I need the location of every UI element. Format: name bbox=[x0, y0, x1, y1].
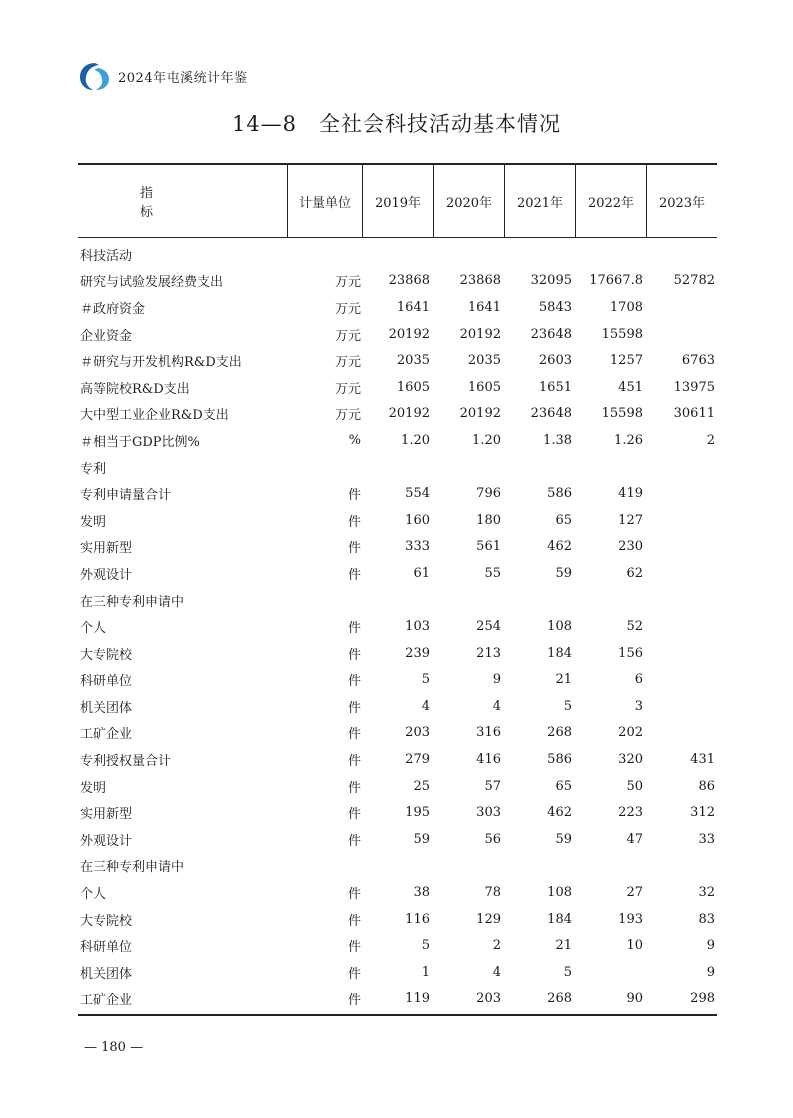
row-value: 268 bbox=[547, 991, 572, 1007]
header-year: 2021年 bbox=[505, 165, 576, 237]
row-value: 203 bbox=[476, 991, 501, 1007]
running-header bbox=[78, 60, 248, 92]
row-value: 61 bbox=[413, 565, 430, 581]
row-indicator: 个人 bbox=[80, 887, 107, 903]
row-value: 50 bbox=[626, 778, 643, 794]
row-indicator: 机关团体 bbox=[80, 700, 133, 716]
row-value: 1641 bbox=[396, 299, 430, 315]
row-value: 554 bbox=[405, 486, 430, 502]
row-value: 108 bbox=[547, 619, 572, 635]
row-unit: 件 bbox=[347, 807, 361, 823]
row-value: 15598 bbox=[601, 326, 643, 342]
row-value: 52 bbox=[626, 619, 643, 635]
row-value: 119 bbox=[405, 991, 430, 1007]
row-value: 160 bbox=[405, 512, 430, 528]
row-indicator: 企业资金 bbox=[80, 328, 133, 344]
row-value: 268 bbox=[547, 725, 572, 741]
row-value: 202 bbox=[618, 725, 643, 741]
row-indicator: 科研单位 bbox=[80, 940, 133, 956]
table-row bbox=[78, 986, 717, 1013]
table-title: 全社会科技活动基本情况 bbox=[319, 112, 562, 136]
row-value: 2603 bbox=[538, 353, 572, 369]
row-unit: 件 bbox=[347, 966, 361, 982]
row-value: 239 bbox=[405, 645, 430, 661]
row-value: 23648 bbox=[530, 406, 572, 422]
table-row bbox=[78, 534, 717, 561]
row-value: 33 bbox=[698, 831, 715, 847]
row-value: 5 bbox=[421, 672, 430, 688]
row-indicator: 大专院校 bbox=[80, 913, 133, 929]
row-indicator: 在三种专利申请中 bbox=[80, 860, 185, 876]
row-value: 1651 bbox=[538, 379, 572, 395]
row-value: 4 bbox=[492, 964, 501, 980]
row-indicator: 实用新型 bbox=[80, 541, 133, 557]
row-unit: 件 bbox=[347, 700, 361, 716]
row-value: 47 bbox=[626, 831, 643, 847]
row-value: 2 bbox=[706, 432, 715, 448]
row-value: 5843 bbox=[538, 299, 572, 315]
row-value: 38 bbox=[413, 885, 430, 901]
row-indicator: 发明 bbox=[80, 780, 107, 796]
row-value: 15598 bbox=[601, 406, 643, 422]
row-value: 3 bbox=[634, 698, 643, 714]
table-number: 14—8 bbox=[231, 112, 298, 136]
row-value: 1.20 bbox=[401, 432, 430, 448]
row-value: 20192 bbox=[388, 406, 430, 422]
table-body bbox=[78, 238, 717, 1016]
row-unit: 万元 bbox=[334, 355, 361, 371]
row-value: 20192 bbox=[459, 326, 501, 342]
row-value: 55 bbox=[484, 565, 501, 581]
row-indicator: 大专院校 bbox=[80, 647, 133, 663]
row-value: 586 bbox=[547, 752, 572, 768]
row-value: 1.26 bbox=[614, 432, 643, 448]
yearbook-logo-icon bbox=[78, 60, 112, 92]
row-value: 462 bbox=[547, 539, 572, 555]
row-value: 1 bbox=[421, 964, 430, 980]
row-value: 32 bbox=[698, 885, 715, 901]
table-row bbox=[78, 454, 717, 481]
row-indicator: ＃政府资金 bbox=[80, 301, 146, 317]
row-unit: 件 bbox=[347, 621, 361, 637]
row-value: 462 bbox=[547, 805, 572, 821]
row-value: 1641 bbox=[467, 299, 501, 315]
table-row bbox=[78, 932, 717, 959]
statistics-table bbox=[78, 163, 717, 1016]
row-value: 1605 bbox=[396, 379, 430, 395]
row-value: 62 bbox=[626, 565, 643, 581]
header-year: 2020年 bbox=[434, 165, 505, 237]
row-value: 57 bbox=[484, 778, 501, 794]
table-row bbox=[78, 401, 717, 428]
row-value: 254 bbox=[476, 619, 501, 635]
table-row bbox=[78, 374, 717, 401]
row-indicator: 外观设计 bbox=[80, 567, 133, 583]
table-row bbox=[78, 826, 717, 853]
table-row bbox=[78, 507, 717, 534]
row-value: 298 bbox=[690, 991, 715, 1007]
row-value: 2035 bbox=[467, 353, 501, 369]
table-row bbox=[78, 480, 717, 507]
row-value: 184 bbox=[547, 911, 572, 927]
row-value: 419 bbox=[618, 486, 643, 502]
row-value: 23868 bbox=[388, 273, 430, 289]
row-unit: 万元 bbox=[334, 408, 361, 424]
table-row bbox=[78, 427, 717, 454]
row-unit: 件 bbox=[347, 567, 361, 583]
table-row bbox=[78, 746, 717, 773]
row-value: 65 bbox=[555, 512, 572, 528]
row-value: 65 bbox=[555, 778, 572, 794]
row-value: 1708 bbox=[609, 299, 643, 315]
row-value: 52782 bbox=[673, 273, 715, 289]
row-value: 279 bbox=[405, 752, 430, 768]
table-row bbox=[78, 879, 717, 906]
row-value: 5 bbox=[563, 964, 572, 980]
row-value: 213 bbox=[476, 645, 501, 661]
table-row bbox=[78, 294, 717, 321]
row-indicator: 高等院校R&D支出 bbox=[80, 381, 190, 397]
header-year: 2023年 bbox=[658, 195, 706, 211]
header-year: 2019年 bbox=[363, 165, 434, 237]
row-value: 184 bbox=[547, 645, 572, 661]
row-value: 20192 bbox=[459, 406, 501, 422]
row-value: 9 bbox=[706, 938, 715, 954]
row-value: 13975 bbox=[673, 379, 715, 395]
table-row bbox=[78, 241, 717, 268]
row-value: 4 bbox=[492, 698, 501, 714]
row-value: 108 bbox=[547, 885, 572, 901]
row-value: 1605 bbox=[467, 379, 501, 395]
row-indicator: 工矿企业 bbox=[80, 727, 133, 743]
row-value: 561 bbox=[476, 539, 501, 555]
row-value: 451 bbox=[618, 379, 643, 395]
row-value: 78 bbox=[484, 885, 501, 901]
row-unit: 件 bbox=[347, 674, 361, 690]
row-indicator: ＃研究与开发机构R&D支出 bbox=[80, 355, 242, 371]
row-unit: 万元 bbox=[334, 381, 361, 397]
row-value: 103 bbox=[405, 619, 430, 635]
row-unit: 万元 bbox=[334, 301, 361, 317]
table-row bbox=[78, 853, 717, 880]
row-value: 193 bbox=[618, 911, 643, 927]
table-row bbox=[78, 773, 717, 800]
table-row bbox=[78, 560, 717, 587]
table-row bbox=[78, 321, 717, 348]
row-value: 83 bbox=[698, 911, 715, 927]
row-value: 1257 bbox=[609, 353, 643, 369]
table-row bbox=[78, 693, 717, 720]
row-unit: 件 bbox=[347, 940, 361, 956]
row-unit: 件 bbox=[347, 727, 361, 743]
row-value: 21 bbox=[555, 672, 572, 688]
row-unit: 件 bbox=[347, 913, 361, 929]
row-indicator: 实用新型 bbox=[80, 807, 133, 823]
table-row bbox=[78, 347, 717, 374]
row-value: 23868 bbox=[459, 273, 501, 289]
header-unit: 计量单位 bbox=[288, 165, 363, 237]
row-value: 156 bbox=[618, 645, 643, 661]
row-unit: 件 bbox=[347, 514, 361, 530]
row-value: 796 bbox=[476, 486, 501, 502]
row-value: 116 bbox=[405, 911, 430, 927]
row-unit: 件 bbox=[347, 993, 361, 1009]
page-number: — 180 — bbox=[84, 1040, 144, 1055]
row-indicator: ＃相当于GDP比例% bbox=[80, 434, 200, 450]
row-indicator: 研究与试验发展经费支出 bbox=[80, 275, 224, 291]
row-value: 586 bbox=[547, 486, 572, 502]
table-row bbox=[78, 613, 717, 640]
row-value: 1.38 bbox=[543, 432, 572, 448]
row-indicator: 发明 bbox=[80, 514, 107, 530]
row-indicator: 科技活动 bbox=[80, 248, 133, 264]
row-value: 25 bbox=[413, 778, 430, 794]
row-indicator: 工矿企业 bbox=[80, 993, 133, 1009]
row-value: 59 bbox=[555, 831, 572, 847]
row-value: 2 bbox=[492, 938, 501, 954]
row-value: 30611 bbox=[673, 406, 715, 422]
row-value: 303 bbox=[476, 805, 501, 821]
row-value: 9 bbox=[492, 672, 501, 688]
row-indicator: 科研单位 bbox=[80, 674, 133, 690]
row-unit: % bbox=[348, 432, 361, 448]
row-indicator: 专利授权量合计 bbox=[80, 754, 172, 770]
row-unit: 件 bbox=[347, 780, 361, 796]
row-indicator: 个人 bbox=[80, 621, 107, 637]
table-row bbox=[78, 799, 717, 826]
row-value: 431 bbox=[690, 752, 715, 768]
row-value: 195 bbox=[405, 805, 430, 821]
row-unit: 件 bbox=[347, 541, 361, 557]
row-unit: 件 bbox=[347, 833, 361, 849]
row-value: 320 bbox=[618, 752, 643, 768]
row-unit: 件 bbox=[347, 488, 361, 504]
table-row bbox=[78, 587, 717, 614]
row-value: 333 bbox=[405, 539, 430, 555]
row-value: 20192 bbox=[388, 326, 430, 342]
row-unit: 件 bbox=[347, 647, 361, 663]
row-unit: 件 bbox=[347, 754, 361, 770]
row-value: 32095 bbox=[530, 273, 572, 289]
row-value: 129 bbox=[476, 911, 501, 927]
row-value: 203 bbox=[405, 725, 430, 741]
row-value: 10 bbox=[626, 938, 643, 954]
row-value: 86 bbox=[698, 778, 715, 794]
row-value: 180 bbox=[476, 512, 501, 528]
row-unit: 万元 bbox=[334, 275, 361, 291]
row-value: 27 bbox=[626, 885, 643, 901]
row-value: 127 bbox=[618, 512, 643, 528]
row-value: 6763 bbox=[681, 353, 715, 369]
row-value: 2035 bbox=[396, 353, 430, 369]
row-indicator: 大中型工业企业R&D支出 bbox=[80, 408, 229, 424]
header-title: 2024年屯溪统计年鉴 bbox=[118, 70, 248, 86]
table-row bbox=[78, 640, 717, 667]
row-indicator: 在三种专利申请中 bbox=[80, 594, 185, 610]
row-indicator: 专利 bbox=[80, 461, 107, 477]
table-row bbox=[78, 667, 717, 694]
row-indicator: 外观设计 bbox=[80, 833, 133, 849]
row-value: 416 bbox=[476, 752, 501, 768]
row-value: 90 bbox=[626, 991, 643, 1007]
row-value: 312 bbox=[690, 805, 715, 821]
row-indicator: 专利申请量合计 bbox=[80, 488, 172, 504]
row-value: 223 bbox=[618, 805, 643, 821]
row-value: 5 bbox=[563, 698, 572, 714]
table-row bbox=[78, 959, 717, 986]
page-title bbox=[0, 108, 793, 138]
table-row bbox=[78, 268, 717, 295]
row-value: 56 bbox=[484, 831, 501, 847]
table-row bbox=[78, 720, 717, 747]
row-value: 23648 bbox=[530, 326, 572, 342]
row-value: 17667.8 bbox=[589, 273, 643, 289]
row-value: 1.20 bbox=[472, 432, 501, 448]
header-year: 2022年 bbox=[576, 165, 647, 237]
row-value: 6 bbox=[634, 672, 643, 688]
row-value: 21 bbox=[555, 938, 572, 954]
header-indicator: 指标 bbox=[78, 165, 288, 237]
row-value: 9 bbox=[706, 964, 715, 980]
row-unit: 万元 bbox=[334, 328, 361, 344]
row-value: 230 bbox=[618, 539, 643, 555]
row-value: 4 bbox=[421, 698, 430, 714]
table-header bbox=[78, 163, 717, 238]
row-value: 316 bbox=[476, 725, 501, 741]
table-row bbox=[78, 906, 717, 933]
row-value: 59 bbox=[413, 831, 430, 847]
row-value: 59 bbox=[555, 565, 572, 581]
row-unit: 件 bbox=[347, 887, 361, 903]
row-value: 5 bbox=[421, 938, 430, 954]
row-indicator: 机关团体 bbox=[80, 966, 133, 982]
